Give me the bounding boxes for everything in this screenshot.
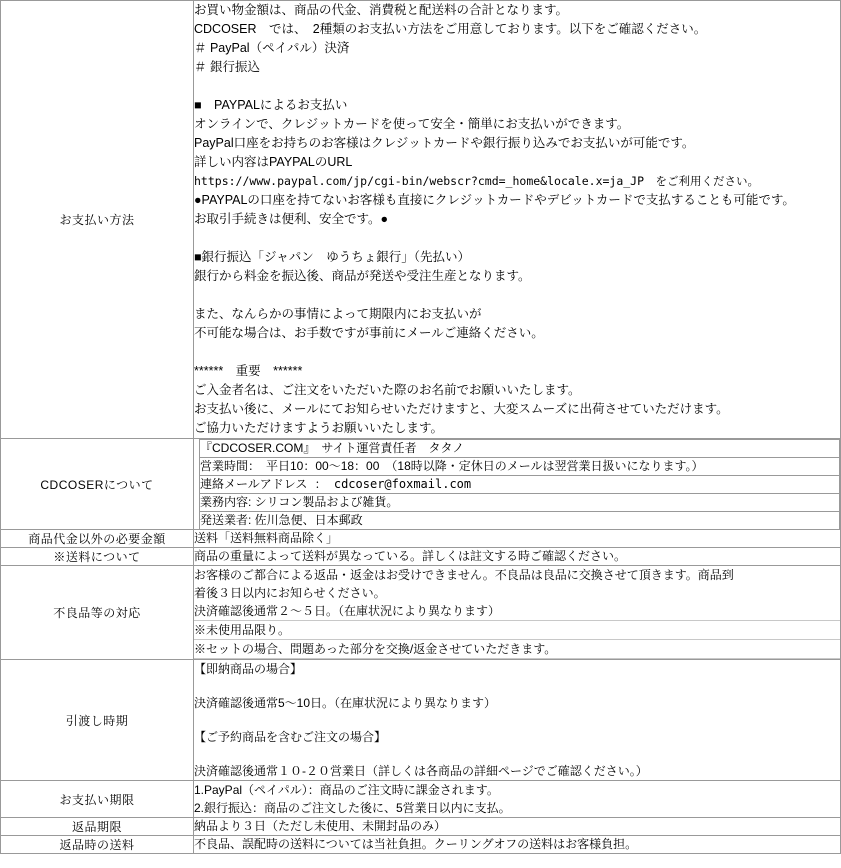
paydue-line-1: 1.PayPal（ペイパル）：商品のご注文時に課金されます。 (194, 783, 499, 797)
row-label-extra-cost: 商品代金以外の必要金額 (1, 530, 194, 548)
table-row-return-deadline (1, 818, 841, 836)
table-row-shipping-fee (1, 548, 841, 566)
about-manager: 『CDCOSER.COM』 サイト運営責任者 タタノ (200, 440, 840, 458)
row-value-return-deadline: 納品より３日（ただし未使用、未開封品のみ） (194, 818, 841, 836)
row-value-about (194, 439, 841, 530)
about-email[interactable]: 連絡メールアドレス ： cdcoser@foxmail.com (200, 476, 840, 494)
row-value-payment-method (194, 1, 841, 439)
about-sub-table (199, 439, 840, 529)
spacer-3 (194, 286, 840, 305)
row-value-shipping-fee: 商品の重量によって送料が異なっている。詳しくは註文する時ご確認ください。 (194, 548, 841, 566)
about-row-carrier (200, 512, 840, 530)
table-row-about (1, 439, 841, 530)
payment-intro-line-2: CDCOSER では、 2種類のお支払い方法をご用意しております。以下をご確認ください。 (194, 22, 707, 36)
delivery-heading-preorder: 【ご予約商品を含むご注文の場合】 (194, 730, 387, 744)
row-value-payment-due (194, 781, 841, 818)
defect-line-1: お客様のご都合による返品・返金はお受けできません。不良品は良品に交換させて頂きます。商品到 (194, 568, 734, 582)
paypal-url[interactable]: https://www.paypal.com/jp/cgi-bin/webscr?cmd=_home&locale.x=ja_JP をご利用ください。 (194, 174, 760, 188)
delivery-preorder-text: 決済確認後通常１０-２０営業日（詳しくは各商品の詳細ページでご確認ください。） (194, 764, 648, 778)
about-hours: 営業時間： 平日10：00～18：00 （18時以降・定休日のメールは翌営業日扱いになります。） (200, 458, 840, 476)
paypal-line-2: PayPal口座をお持ちのお客様はクレジットカードや銀行振り込みでお支払いが可能です。 (194, 136, 695, 150)
table-row-delivery-time (1, 660, 841, 781)
delivery-heading-instock: 【即納商品の場合】 (194, 662, 303, 676)
row-value-return-shipping: 不良品、誤配時の送料については当社負担。クーリングオフの送料はお客様負担。 (194, 836, 841, 854)
spacer-5 (194, 678, 840, 694)
paypal-note-2: お取引手続きは便利、安全です。● (194, 212, 389, 226)
about-row-manager (200, 440, 840, 458)
bank-extra-2: 不可能な場合は、お手数ですが事前にメールご連絡ください。 (194, 326, 544, 340)
important-heading: ****** 重要 ****** (194, 364, 303, 378)
spacer-4 (194, 343, 840, 362)
paypal-line-3: 詳しい内容はPAYPALのURL (194, 155, 353, 169)
paydue-line-2: 2.銀行振込：商品のご注文した後に、5営業日以内に支払。 (194, 801, 511, 815)
defect-line-3: 決済確認後通常２～５日。（在庫状況により異なります） (194, 602, 840, 621)
important-line-2: お支払い後に、メールにてお知らせいただけますと、大変スムーズに出荷させていただけます。 (194, 402, 729, 416)
row-label-return-deadline: 返品期限 (1, 818, 194, 836)
defect-line-4: ※未使用品限り。 (194, 621, 840, 640)
row-label-about: CDCOSERについて (1, 439, 194, 530)
important-line-1: ご入金者名は、ご注文をいただいた際のお名前でお願いいたします。 (194, 383, 581, 397)
row-value-defective (194, 566, 841, 660)
row-label-payment-due: お支払い期限 (1, 781, 194, 818)
bank-extra-1: また、なんらかの事情によって期限内にお支払いが (194, 307, 482, 321)
payment-intro-line-3: ＃ PayPal（ペイパル）決済 (194, 41, 350, 55)
row-label-payment-method: お支払い方法 (1, 1, 194, 439)
defect-line-2: 着後３日以内にお知らせください。 (194, 586, 386, 600)
about-carrier: 発送業者: 佐川急便、日本郵政 (200, 512, 840, 530)
table-row-extra-cost (1, 530, 841, 548)
bank-line-1: 銀行から料金を振込後、商品が発送や受注生産となります。 (194, 269, 531, 283)
row-label-defective: 不良品等の対応 (1, 566, 194, 660)
spacer-7 (194, 746, 840, 762)
about-row-email (200, 476, 840, 494)
table-row-defective (1, 566, 841, 660)
spacer-1 (194, 77, 840, 96)
row-label-shipping-fee: ※送料について (1, 548, 194, 566)
payment-intro-line-4: ＃ 銀行振込 (194, 60, 260, 74)
row-label-return-shipping: 返品時の送料 (1, 836, 194, 854)
row-label-delivery-time: 引渡し時期 (1, 660, 194, 781)
paypal-note-1: ●PAYPALの口座を持てないお客様も直接にクレジットカードやデビットカードで支払することも可能です。 (194, 193, 795, 207)
important-line-3: ご協力いただけますようお願いいたします。 (194, 421, 444, 435)
about-business: 業務内容: シリコン製品および雑貨。 (200, 494, 840, 512)
paypal-heading: ■ PAYPALによるお支払い (194, 98, 348, 112)
row-value-delivery-time (194, 660, 841, 781)
table-row-payment-method (1, 1, 841, 439)
table-row-payment-due (1, 781, 841, 818)
defect-line-5: ※セットの場合、問題あった部分を交換/返金させていただきます。 (194, 640, 840, 659)
bank-heading: ■銀行振込「ジャパン ゆうちょ銀行」（先払い） (194, 250, 471, 264)
paypal-line-1: オンラインで、クレジットカードを使って安全・簡単にお支払いができます。 (194, 117, 630, 131)
spacer-6 (194, 712, 840, 728)
table-row-return-shipping (1, 836, 841, 854)
about-row-hours (200, 458, 840, 476)
about-row-business (200, 494, 840, 512)
delivery-instock-text: 決済確認後通常5～10日。（在庫状況により異なります） (194, 696, 497, 710)
row-value-extra-cost: 送料「送料無料商品除く」 (194, 530, 841, 548)
payment-intro-line-1: お買い物金額は、商品の代金、消費税と配送料の合計となります。 (194, 3, 569, 17)
spacer-2 (194, 229, 840, 248)
